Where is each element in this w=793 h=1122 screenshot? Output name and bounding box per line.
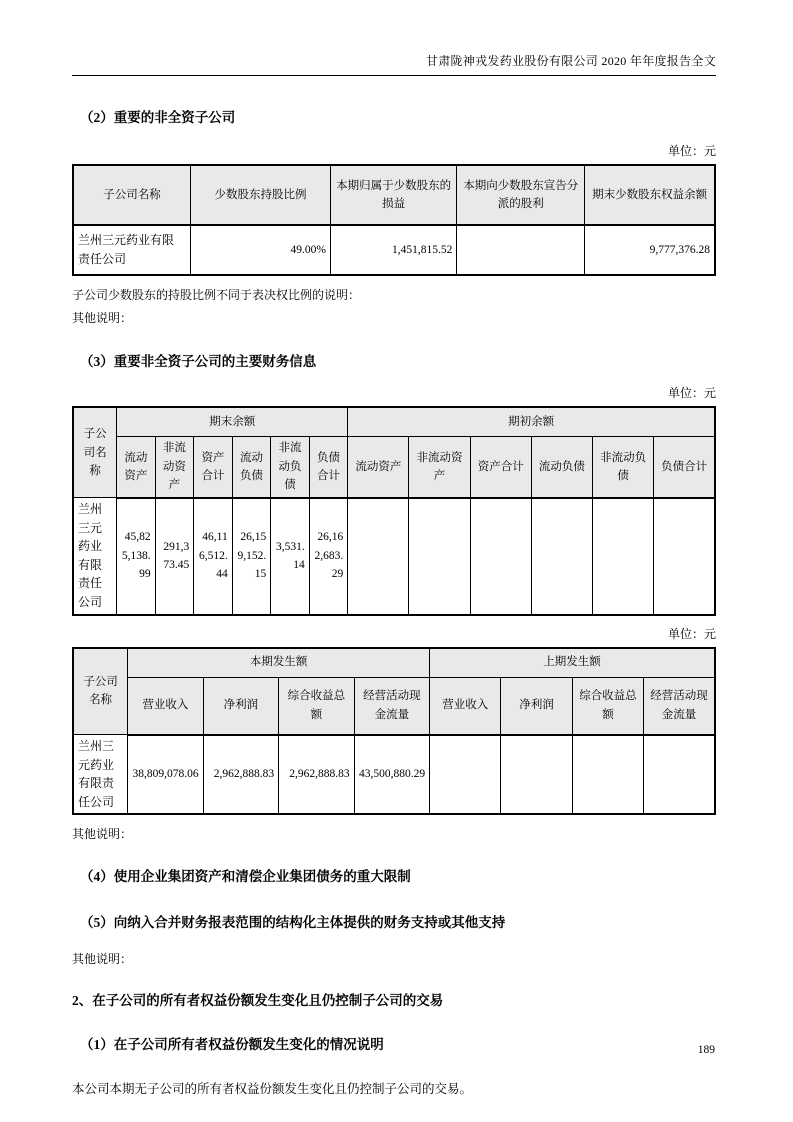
table-cell: 3,531.14 bbox=[271, 498, 310, 615]
table-cell: 26,162,683.29 bbox=[309, 498, 348, 615]
table-cell bbox=[531, 498, 592, 615]
table-row bbox=[73, 735, 715, 815]
column-header: 综合收益总额 bbox=[572, 677, 643, 735]
group-header-ending-balance: 期末余额 bbox=[117, 407, 348, 437]
table-cell bbox=[348, 498, 409, 615]
table-cell bbox=[644, 735, 715, 815]
document-header bbox=[72, 52, 716, 76]
table-row bbox=[73, 498, 715, 615]
section-5-heading: （5）向纳入合并财务报表范围的结构化主体提供的财务支持或其他支持 bbox=[80, 914, 506, 930]
table-row bbox=[73, 225, 715, 275]
column-header: 综合收益总额 bbox=[279, 677, 355, 735]
table-subheader-row bbox=[73, 437, 715, 498]
column-header: 负债合计 bbox=[654, 437, 715, 498]
column-header: 非流动资产 bbox=[409, 437, 470, 498]
table-cell bbox=[593, 498, 654, 615]
table-cell: 2,962,888.83 bbox=[203, 735, 279, 815]
table-cell: 45,825,138.99 bbox=[117, 498, 156, 615]
table-group-header-row bbox=[73, 407, 715, 437]
subsidiary-name-cell: 兰州三元药业有限责任公司 bbox=[73, 225, 190, 275]
column-header: 流动负债 bbox=[232, 437, 271, 498]
minority-interest-table bbox=[72, 164, 716, 276]
table-header-row bbox=[73, 165, 715, 225]
section-3-heading: （3）重要非全资子公司的主要财务信息 bbox=[80, 354, 317, 370]
table-cell: 26,159,152.15 bbox=[232, 498, 271, 615]
table-cell: 291,373.45 bbox=[155, 498, 194, 615]
unit-label: 单位：元 bbox=[667, 144, 716, 158]
unit-label: 单位：元 bbox=[667, 386, 716, 401]
table-cell: 1,451,815.52 bbox=[330, 225, 456, 275]
table-group-header-row bbox=[73, 648, 715, 678]
section-4-heading: （4）使用企业集团资产和清偿企业集团债务的重大限制 bbox=[80, 868, 411, 884]
section-2-1-heading: （1）在子公司所有者权益份额发生变化的情况说明 bbox=[80, 1036, 384, 1052]
column-header: 本期归属于少数股东的损益 bbox=[330, 165, 456, 225]
minority-ratio-note: 子公司少数股东的持股比例不同于表决权比例的说明： bbox=[72, 288, 361, 302]
table-cell bbox=[572, 735, 643, 815]
table-cell: 46,116,512.44 bbox=[194, 498, 233, 615]
subsidiary-name-cell: 兰州三元药业有限责任公司 bbox=[73, 735, 128, 815]
column-header: 流动资产 bbox=[348, 437, 409, 498]
column-header: 流动负债 bbox=[531, 437, 592, 498]
table-cell bbox=[430, 735, 501, 815]
table-cell bbox=[501, 735, 572, 815]
other-notes-label: 其他说明： bbox=[72, 827, 133, 842]
column-header: 非流动负债 bbox=[593, 437, 654, 498]
table-cell bbox=[654, 498, 715, 615]
column-header: 净利润 bbox=[203, 677, 279, 735]
column-header: 经营活动现金流量 bbox=[644, 677, 715, 735]
other-notes-label: 其他说明： bbox=[72, 311, 133, 326]
table-cell bbox=[457, 225, 585, 275]
table-cell: 49.00% bbox=[190, 225, 330, 275]
group-header-current-period: 本期发生额 bbox=[128, 648, 430, 678]
table-cell bbox=[470, 498, 531, 615]
column-header: 子公司名称 bbox=[73, 165, 190, 225]
corner-header: 子公司名称 bbox=[73, 407, 117, 497]
column-header: 净利润 bbox=[501, 677, 572, 735]
group-header-prior-period: 上期发生额 bbox=[430, 648, 715, 678]
column-header: 流动资产 bbox=[117, 437, 156, 498]
unit-label: 单位：元 bbox=[667, 626, 716, 641]
operating-results-table bbox=[72, 647, 716, 816]
document-title: 甘肃陇神戎发药业股份有限公司 2020 年年度报告全文 bbox=[425, 54, 716, 68]
column-header: 本期向少数股东宣告分派的股利 bbox=[457, 165, 585, 225]
column-header: 资产合计 bbox=[194, 437, 233, 498]
section-main2-heading: 2、在子公司的所有者权益份额发生变化且仍控制子公司的交易 bbox=[72, 992, 444, 1008]
column-header: 非流动负债 bbox=[271, 437, 310, 498]
section-2-1-body: 本公司本期无子公司的所有者权益份额发生变化且仍控制子公司的交易。 bbox=[72, 1081, 473, 1096]
table-cell: 9,777,376.28 bbox=[585, 225, 715, 275]
column-header: 营业收入 bbox=[430, 677, 501, 735]
table-cell: 38,809,078.06 bbox=[128, 735, 204, 815]
column-header: 少数股东持股比例 bbox=[190, 165, 330, 225]
group-header-beginning-balance: 期初余额 bbox=[348, 407, 715, 437]
subsidiary-name-cell: 兰州三元药业有限责任公司 bbox=[73, 498, 117, 615]
table-cell: 43,500,880.29 bbox=[354, 735, 430, 815]
page-number: 189 bbox=[697, 1044, 715, 1056]
column-header: 负债合计 bbox=[309, 437, 348, 498]
table-subheader-row bbox=[73, 677, 715, 735]
column-header: 非流动资产 bbox=[155, 437, 194, 498]
financial-position-table bbox=[72, 406, 716, 615]
column-header: 资产合计 bbox=[470, 437, 531, 498]
other-notes-label: 其他说明： bbox=[72, 951, 133, 966]
column-header: 期末少数股东权益余额 bbox=[585, 165, 715, 225]
column-header: 营业收入 bbox=[128, 677, 204, 735]
table-cell bbox=[409, 498, 470, 615]
section-2-heading: （2）重要的非全资子公司 bbox=[80, 110, 236, 125]
column-header: 经营活动现金流量 bbox=[354, 677, 430, 735]
corner-header: 子公司名称 bbox=[73, 648, 128, 735]
table-cell: 2,962,888.83 bbox=[279, 735, 355, 815]
